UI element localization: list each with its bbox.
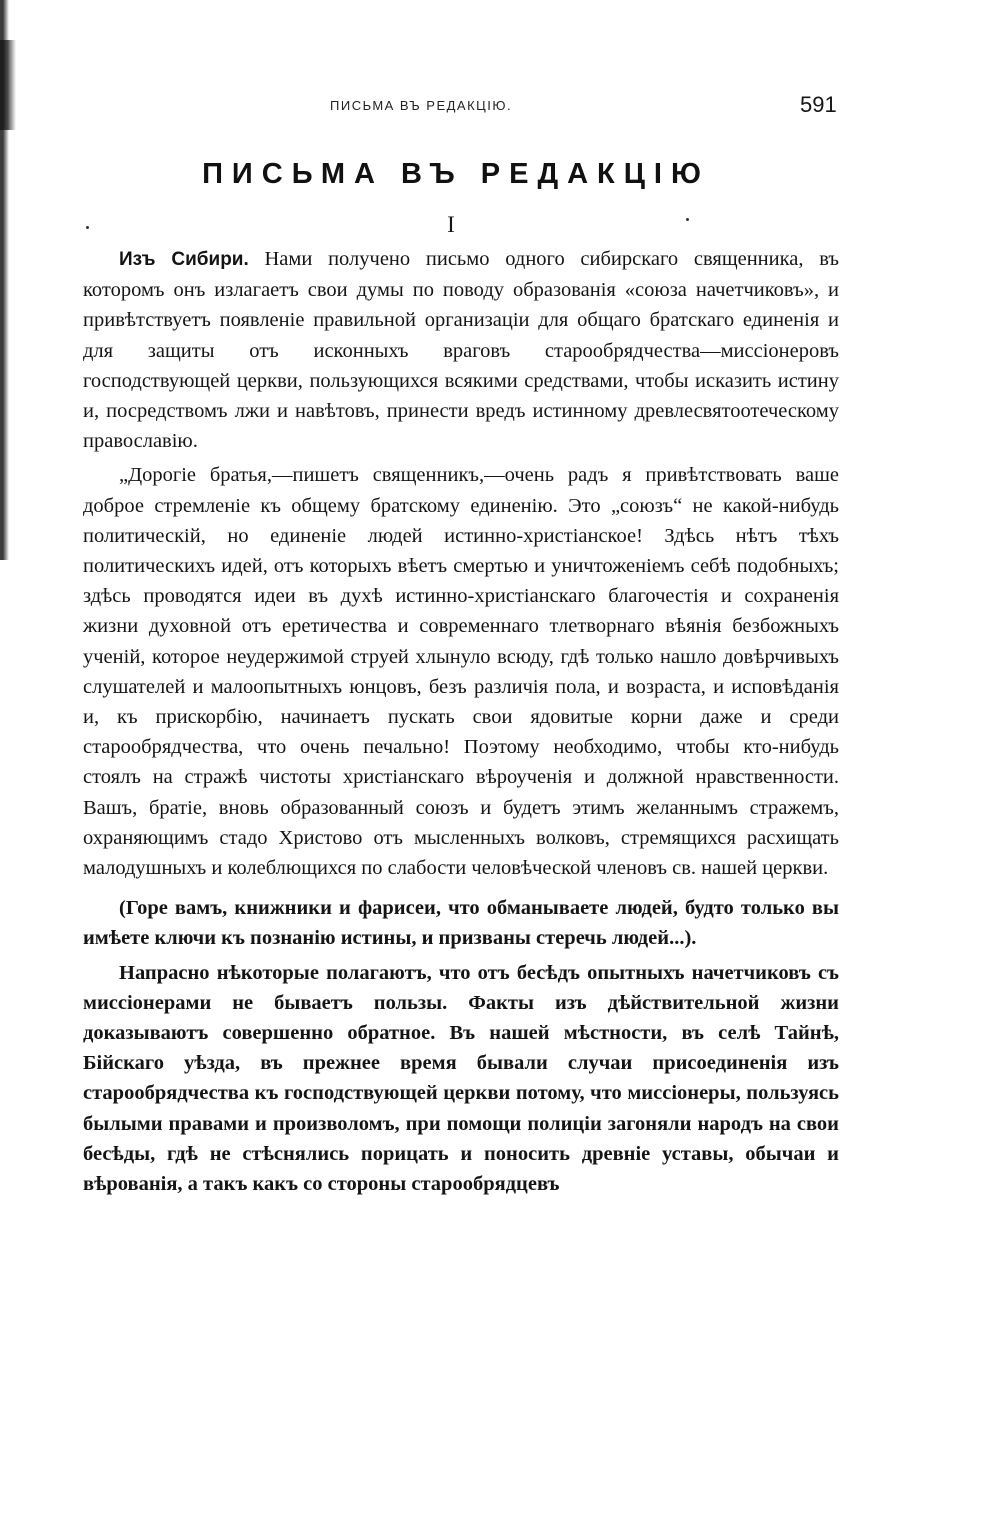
print-speck <box>686 218 689 221</box>
scan-edge-artifact-secondary <box>0 40 16 130</box>
paragraph-text: (Горе вамъ, книжники и фарисеи, что обманываете людей, будто только вы имѣете ключи къ познанію истины, и призваны стеречь людей...). <box>83 897 839 950</box>
paragraph-text: „Дорогіе братья,—пишетъ священникъ,—очень радъ я привѣтствовать ваше доброе стремленіе къ общему братскому единенію. Это „союзъ“ не какой-нибудь политическій, но единеніе людей истинно-христіанское! Здѣсь нѣтъ тѣхъ политическихъ идей, отъ которыхъ вѣетъ смертью и уничтоженіемъ себѣ подобныхъ; здѣсь проводятся идеи въ духѣ истинно-христіанскаго благочестія и сохраненія жизни духовной отъ еретичества и современнаго тлетворнаго вѣянія безбожныхъ ученій, которое неудержимой струей хлынуло всюду, гдѣ только нашло довѣрчивыхъ слушателей и малоопытныхъ юнцовъ, безъ различія пола, и возраста, и исповѣданія и, къ прискорбію, начинаетъ пускать свои ядовитые корни даже и среди старообрядчества, что очень печально! Поэтому необходимо, чтобы кто-нибудь стоялъ на стражѣ чистоты христіанскаго вѣроученія и должной нравственности. Вашъ, братіе, вновь образованный союзъ и будетъ этимъ желаннымъ стражемъ, охраняющимъ стадо Христово отъ мысленныхъ волковъ, стремящихся расхищать малодушныхъ и колеблющихся по слабости человѣческой членовъ св. нашей церкви. <box>83 464 839 880</box>
section-number: I <box>447 212 455 237</box>
page-number: 591 <box>800 92 837 117</box>
running-head: ПИСЬМА ВЪ РЕДАКЦІЮ. <box>330 98 513 113</box>
paragraph-lead-in: Изъ Сибири. <box>119 249 249 270</box>
paragraph-3 <box>83 893 839 953</box>
paragraph-1 <box>83 244 839 456</box>
paragraph-text: Нами получено письмо одного сибирскаго священника, въ которомъ онъ излагаетъ свои думы по поводу образованія «союза начетчиковъ», и привѣтствуетъ появленіе правильной организаціи для общаго братскаго единенія и для защиты отъ исконныхъ враговъ старообрядчества—миссіонеровъ господствующей церкви, пользующихся всякими средствами, чтобы исказить истину и, посредствомъ лжи и навѣтовъ, принести вредъ истинному древлесвятоотеческому православію. <box>83 248 840 453</box>
article-body <box>83 244 839 1203</box>
article-title: ПИСЬМА ВЪ РЕДАКЦІЮ <box>202 158 710 190</box>
paragraph-2 <box>83 460 839 883</box>
paragraph-4 <box>83 958 839 1200</box>
paragraph-text: Напрасно нѣкоторые полагаютъ, что отъ бесѣдъ опытныхъ начетчиковъ съ миссіонерами не бываетъ пользы. Факты изъ дѣйствительной жизни доказываютъ совершенно обратное. Въ нашей мѣстности, въ селѣ Тайнѣ, Бійскаго уѣзда, въ прежнее время бывали случаи присоединенія изъ старообрядчества къ господствующей церкви потому, что миссіонеры, пользуясь былыми правами и произволомъ, при помощи полиціи загоняли народъ на свои бесѣды, гдѣ не стѣснялись порицать и поносить древніе уставы, обычаи и вѣрованія, а такъ какъ со стороны старообрядцевъ <box>83 961 839 1196</box>
print-speck <box>86 226 89 229</box>
